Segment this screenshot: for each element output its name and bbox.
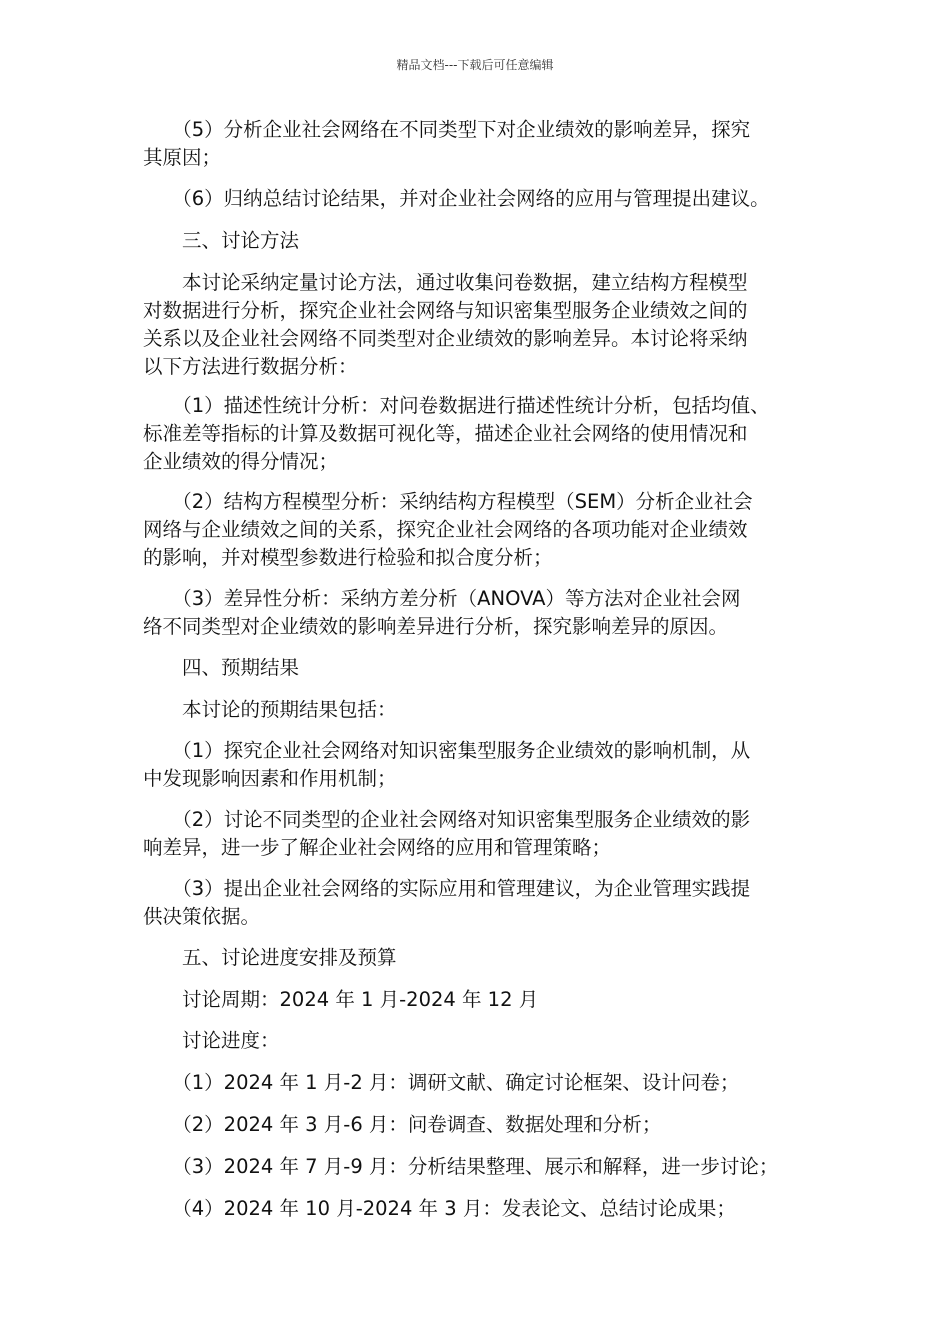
schedule-item-3 — [143, 1153, 823, 1181]
text-line: 中发现影响因素和作用机制； — [143, 767, 397, 790]
text-line: 标准差等指标的计算及数据可视化等，描述企业社会网络的使用情况和 — [143, 422, 748, 445]
text-line: 企业绩效的得分情况； — [143, 450, 339, 473]
paragraph-result-2 — [143, 806, 823, 862]
text-line: （5）分析企业社会网络在不同类型下对企业绩效的影响差异，探究 — [143, 118, 751, 141]
text-line: 五、讨论进度安排及预算 — [143, 946, 397, 969]
text-line: （3）提出企业社会网络的实际应用和管理建议，为企业管理实践提 — [143, 877, 751, 900]
text-line: （2）讨论不同类型的企业社会网络对知识密集型服务企业绩效的影 — [143, 808, 751, 831]
schedule-item-4 — [143, 1195, 823, 1223]
text-line: （3）2024 年 7 月-9 月：分析结果整理、展示和解释，进一步讨论； — [143, 1155, 779, 1178]
text-line: 响差异，进一步了解企业社会网络的应用和管理策略； — [143, 836, 612, 859]
text-line: 本讨论采纳定量讨论方法，通过收集问卷数据，建立结构方程模型 — [143, 271, 748, 294]
text-line: 关系以及企业社会网络不同类型对企业绩效的影响差异。本讨论将采纳 — [143, 327, 748, 350]
text-line: 四、预期结果 — [143, 656, 300, 679]
paragraph-methods-intro — [143, 269, 823, 381]
text-line: （1）探究企业社会网络对知识密集型服务企业绩效的影响机制，从 — [143, 739, 751, 762]
paragraph-result-3 — [143, 875, 823, 931]
text-line: 网络与企业绩效之间的关系，探究企业社会网络的各项功能对企业绩效 — [143, 518, 748, 541]
section-heading-results — [143, 654, 823, 682]
section-heading-schedule — [143, 944, 823, 972]
text-line: 以下方法进行数据分析： — [143, 355, 358, 378]
text-line: 供决策依据。 — [143, 905, 261, 928]
paragraph-method-2 — [143, 488, 823, 572]
section-heading-methods — [143, 227, 823, 255]
page-header: 精品文档---下载后可任意编辑 — [396, 58, 554, 72]
text-line: 的影响，并对模型参数进行检验和拟合度分析； — [143, 546, 553, 569]
paragraph-period — [143, 986, 823, 1014]
paragraph-method-3 — [143, 585, 823, 641]
text-line: （3）差异性分析：采纳方差分析（ANOVA）等方法对企业社会网 — [143, 587, 741, 610]
text-line: 络不同类型对企业绩效的影响差异进行分析，探究影响差异的原因。 — [143, 615, 729, 638]
paragraph-1 — [143, 116, 823, 172]
schedule-item-1 — [143, 1069, 823, 1097]
paragraph-progress-label — [143, 1027, 823, 1055]
text-line: 讨论周期：2024 年 1 月-2024 年 12 月 — [143, 988, 539, 1011]
text-line: （6）归纳总结讨论结果，并对企业社会网络的应用与管理提出建议。 — [143, 187, 770, 210]
paragraph-results-intro — [143, 696, 823, 724]
paragraph-2 — [143, 185, 823, 213]
text-line: 讨论进度： — [143, 1029, 280, 1052]
text-line: （2）结构方程模型分析：采纳结构方程模型（SEM）分析企业社会 — [143, 490, 753, 513]
text-line: 其原因； — [143, 146, 222, 169]
text-line: （1）2024 年 1 月-2 月：调研文献、确定讨论框架、设计问卷； — [143, 1071, 740, 1094]
text-line: 本讨论的预期结果包括： — [143, 698, 397, 721]
paragraph-method-1 — [143, 392, 823, 476]
text-line: 三、讨论方法 — [143, 229, 300, 252]
schedule-item-2 — [143, 1111, 823, 1139]
text-line: 对数据进行分析，探究企业社会网络与知识密集型服务企业绩效之间的 — [143, 299, 748, 322]
text-line: （4）2024 年 10 月-2024 年 3 月：发表论文、总结讨论成果； — [143, 1197, 736, 1220]
text-line: （1）描述性统计分析：对问卷数据进行描述性统计分析，包括均值、 — [143, 394, 770, 417]
paragraph-result-1 — [143, 737, 823, 793]
text-line: （2）2024 年 3 月-6 月：问卷调查、数据处理和分析； — [143, 1113, 662, 1136]
